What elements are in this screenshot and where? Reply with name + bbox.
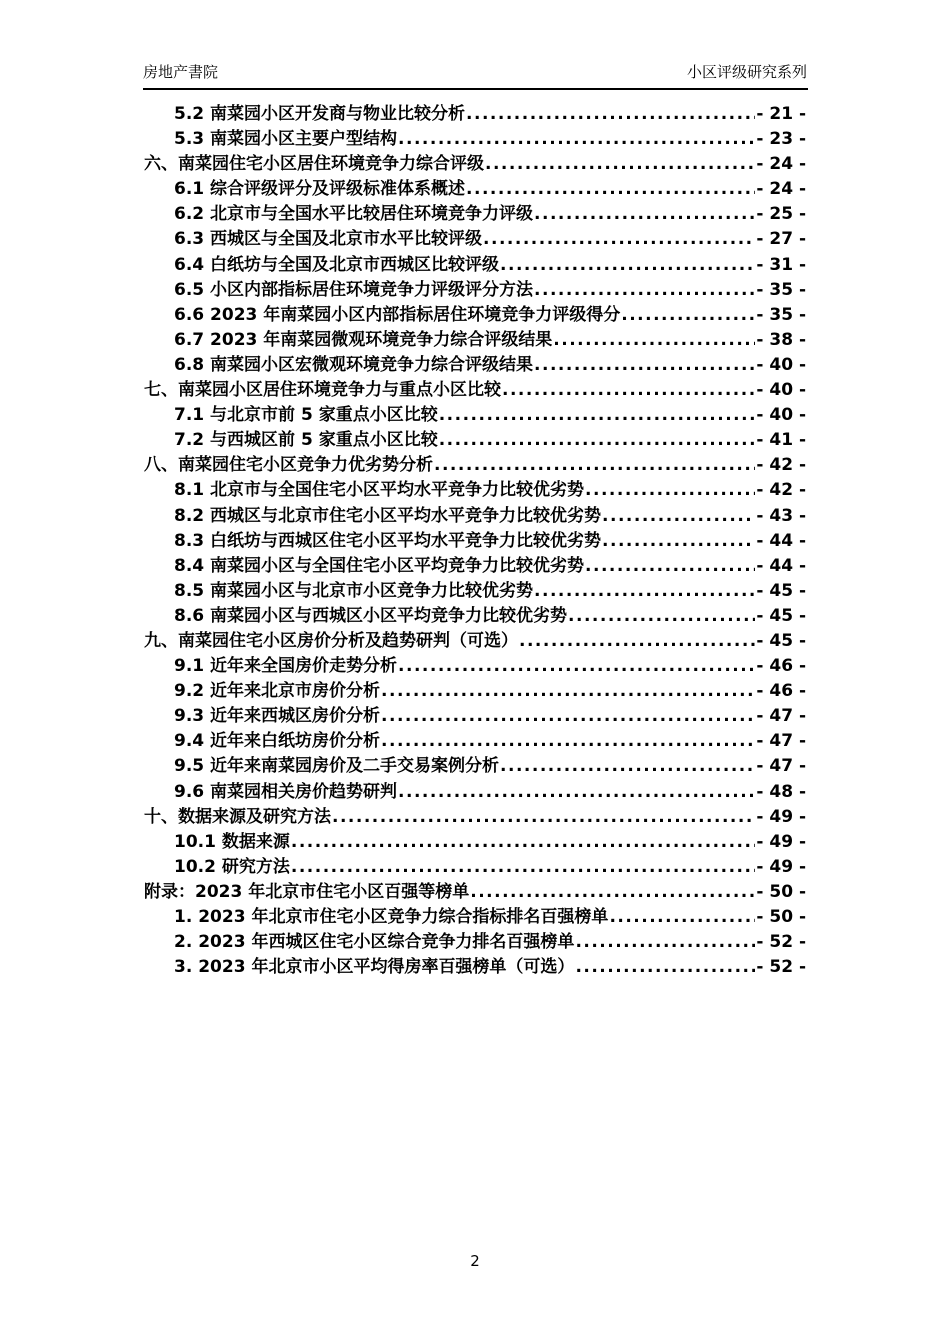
toc-entry-label: 6.6 2023 年南菜园小区内部指标居住环境竞争力评级得分 [174,304,621,325]
toc-entry[interactable] [144,855,806,880]
toc-entry-page: - 21 - [756,104,806,124]
toc-entry[interactable] [144,227,806,252]
toc-entry[interactable] [144,754,806,779]
toc-entry-label: 9.1 近年来全国房价走势分析 [174,656,398,677]
toc-entry-page: - 45 - [756,580,806,601]
toc-entry-page: - 31 - [756,254,806,275]
toc-entry[interactable] [144,403,806,428]
toc-list [144,102,806,980]
toc-dot-leader [483,227,755,252]
toc-entry-page: - 49 - [756,806,806,827]
toc-entry[interactable] [144,152,806,177]
toc-entry-label: 6.1 综合评级评分及评级标准体系概述 [174,179,466,200]
toc-dot-leader [381,704,755,729]
toc-dot-leader [439,428,756,453]
toc-entry[interactable] [144,253,806,278]
toc-entry[interactable] [144,830,806,855]
toc-entry[interactable] [144,428,806,453]
toc-dot-leader [398,654,755,679]
toc-entry-label: 5.3 南菜园小区主要户型结构 [174,129,398,150]
toc-entry[interactable] [144,780,806,805]
toc-entry-page: - 24 - [756,179,806,200]
toc-entry-label: 8.2 西城区与北京市住宅小区平均水平竞争力比较优劣势 [174,505,602,526]
toc-entry[interactable] [144,554,806,579]
toc-dot-leader [332,805,755,830]
toc-entry-label: 5.2 南菜园小区开发商与物业比较分析 [174,104,466,124]
toc-entry-page: - 45 - [756,605,806,626]
toc-entry-page: - 47 - [756,731,806,752]
toc-entry-label: 8.5 南菜园小区与北京市小区竞争力比较优劣势 [174,580,534,601]
toc-dot-leader [585,554,755,579]
toc-entry-page: - 40 - [756,354,806,375]
toc-entry[interactable] [144,579,806,604]
toc-dot-leader [585,478,755,503]
toc-entry[interactable] [144,604,806,629]
toc-entry-label: 十、数据来源及研究方法 [144,806,331,827]
toc-dot-leader [485,152,755,177]
toc-dot-leader [621,303,755,328]
toc-dot-leader [500,253,755,278]
toc-entry-label: 9.3 近年来西城区房价分析 [174,706,381,727]
toc-entry-label: 7.1 与北京市前 5 家重点小区比较 [174,405,438,426]
toc-dot-leader [575,955,755,980]
toc-entry-page: - 43 - [756,505,806,526]
toc-entry-page: - 49 - [756,856,806,877]
toc-dot-leader [519,629,755,654]
toc-entry[interactable] [144,303,806,328]
toc-entry-page: - 25 - [756,204,806,225]
toc-entry-page: - 52 - [756,957,806,978]
toc-entry-page: - 47 - [756,706,806,727]
toc-entry[interactable] [144,353,806,378]
toc-entry[interactable] [144,654,806,679]
toc-entry-label: 9.5 近年来南菜园房价及二手交易案例分析 [174,756,500,777]
toc-entry-label: 附录：2023 年北京市住宅小区百强等榜单 [144,881,470,902]
toc-dot-leader [398,780,755,805]
toc-entry-label: 8.6 南菜园小区与西城区小区平均竞争力比较优劣势 [174,605,568,626]
toc-entry[interactable] [144,729,806,754]
header-rule [143,88,808,90]
toc-dot-leader [291,855,756,880]
toc-entry[interactable] [144,679,806,704]
toc-entry[interactable] [144,529,806,554]
toc-entry-label: 9.6 南菜园相关房价趋势研判 [174,781,398,802]
toc-entry[interactable] [144,328,806,353]
toc-entry-page: - 50 - [756,907,806,927]
toc-dot-leader [470,880,755,905]
toc-entry-page: - 44 - [756,555,806,576]
toc-entry-page: - 48 - [756,781,806,802]
toc-dot-leader [534,278,755,303]
toc-dot-leader [500,754,755,779]
toc-entry-label: 7.2 与西城区前 5 家重点小区比较 [174,430,438,451]
toc-entry[interactable] [144,629,806,654]
toc-entry-label: 9.2 近年来北京市房价分析 [174,681,381,702]
toc-dot-leader [534,202,755,227]
toc-entry-page: - 47 - [756,756,806,777]
toc-entry-label: 8.3 白纸坊与西城区住宅小区平均水平竞争力比较优劣势 [174,530,602,551]
toc-dot-leader [602,529,755,554]
toc-dot-leader [291,830,756,855]
toc-entry-page: - 46 - [756,681,806,702]
toc-entry[interactable] [144,504,806,529]
header-left-text: 房地产書院 [143,63,219,81]
toc-entry-page: - 45 - [756,630,806,651]
toc-entry-label: 六、南菜园住宅小区居住环境竞争力综合评级 [144,154,484,175]
toc-entry[interactable] [144,278,806,303]
toc-dot-leader [553,328,755,353]
toc-entry[interactable] [144,905,806,930]
toc-entry-label: 6.2 北京市与全国水平比较居住环境竞争力评级 [174,204,534,225]
toc-entry-page: - 24 - [756,154,806,175]
toc-entry-page: - 50 - [756,881,806,902]
toc-dot-leader [439,403,756,428]
toc-entry-label: 10.2 研究方法 [174,856,290,877]
toc-dot-leader [466,177,755,202]
toc-entry-label: 6.3 西城区与全国及北京市水平比较评级 [174,229,483,250]
toc-entry-label: 八、南菜园住宅小区竞争力优劣势分析 [144,455,433,476]
toc-entry[interactable] [144,704,806,729]
page-header [143,62,807,82]
toc-entry-label: 8.4 南菜园小区与全国住宅小区平均竞争力比较优劣势 [174,555,585,576]
toc-dot-leader [434,453,755,478]
toc-entry-label: 10.1 数据来源 [174,831,290,852]
toc-entry[interactable] [144,127,806,152]
toc-entry-page: - 41 - [756,430,806,451]
toc-entry-page: - 44 - [756,530,806,551]
toc-entry-label: 6.7 2023 年南菜园微观环境竞争力综合评级结果 [174,329,553,350]
toc-entry-label: 6.4 白纸坊与全国及北京市西城区比较评级 [174,254,500,275]
toc-entry[interactable] [144,453,806,478]
toc-entry[interactable] [144,880,806,905]
toc-entry[interactable] [144,930,806,955]
page-number: 2 [470,1252,480,1270]
toc-entry-page: - 38 - [756,329,806,350]
toc-entry-page: - 46 - [756,656,806,677]
toc-dot-leader [381,729,755,754]
toc-dot-leader [398,127,755,152]
toc-entry-page: - 35 - [756,279,806,300]
toc-entry-page: - 40 - [756,405,806,426]
toc-entry-page: - 42 - [756,455,806,476]
header-right-text: 小区评级研究系列 [686,63,807,81]
toc-entry[interactable] [144,478,806,503]
toc-entry-label: 九、南菜园住宅小区房价分析及趋势研判（可选） [144,630,518,651]
toc-entry-label: 9.4 近年来白纸坊房价分析 [174,731,381,752]
toc-entry[interactable] [144,202,806,227]
toc-entry[interactable] [144,102,806,127]
toc-entry-page: - 27 - [756,229,806,250]
toc-entry-label: 3. 2023 年北京市小区平均得房率百强榜单（可选） [174,957,575,978]
toc-entry-label: 6.8 南菜园小区宏微观环境竞争力综合评级结果 [174,354,534,375]
toc-entry-label: 2. 2023 年西城区住宅小区综合竞争力排名百强榜单 [174,932,575,953]
toc-dot-leader [602,504,755,529]
page-footer [0,1252,950,1270]
toc-entry-page: - 40 - [756,380,806,401]
toc-dot-leader [568,604,755,629]
toc-entry[interactable] [144,378,806,403]
toc-entry[interactable] [144,955,806,980]
toc-dot-leader [502,378,755,403]
toc-dot-leader [534,353,755,378]
toc-entry-page: - 23 - [756,129,806,150]
toc-dot-leader [609,905,755,930]
toc-entry-label: 6.5 小区内部指标居住环境竞争力评级评分方法 [174,279,534,300]
toc-entry-label: 七、南菜园小区居住环境竞争力与重点小区比较 [144,380,501,401]
toc-dot-leader [575,930,755,955]
toc-dot-leader [466,102,755,127]
toc-entry-page: - 35 - [756,304,806,325]
toc-entry-label: 1. 2023 年北京市住宅小区竞争力综合指标排名百强榜单 [174,907,609,927]
toc-dot-leader [534,579,755,604]
toc-entry[interactable] [144,805,806,830]
toc-entry-label: 8.1 北京市与全国住宅小区平均水平竞争力比较优劣势 [174,480,585,501]
toc-entry-page: - 52 - [756,932,806,953]
toc-entry-page: - 49 - [756,831,806,852]
toc-dot-leader [381,679,755,704]
toc-entry[interactable] [144,177,806,202]
toc-entry-page: - 42 - [756,480,806,501]
